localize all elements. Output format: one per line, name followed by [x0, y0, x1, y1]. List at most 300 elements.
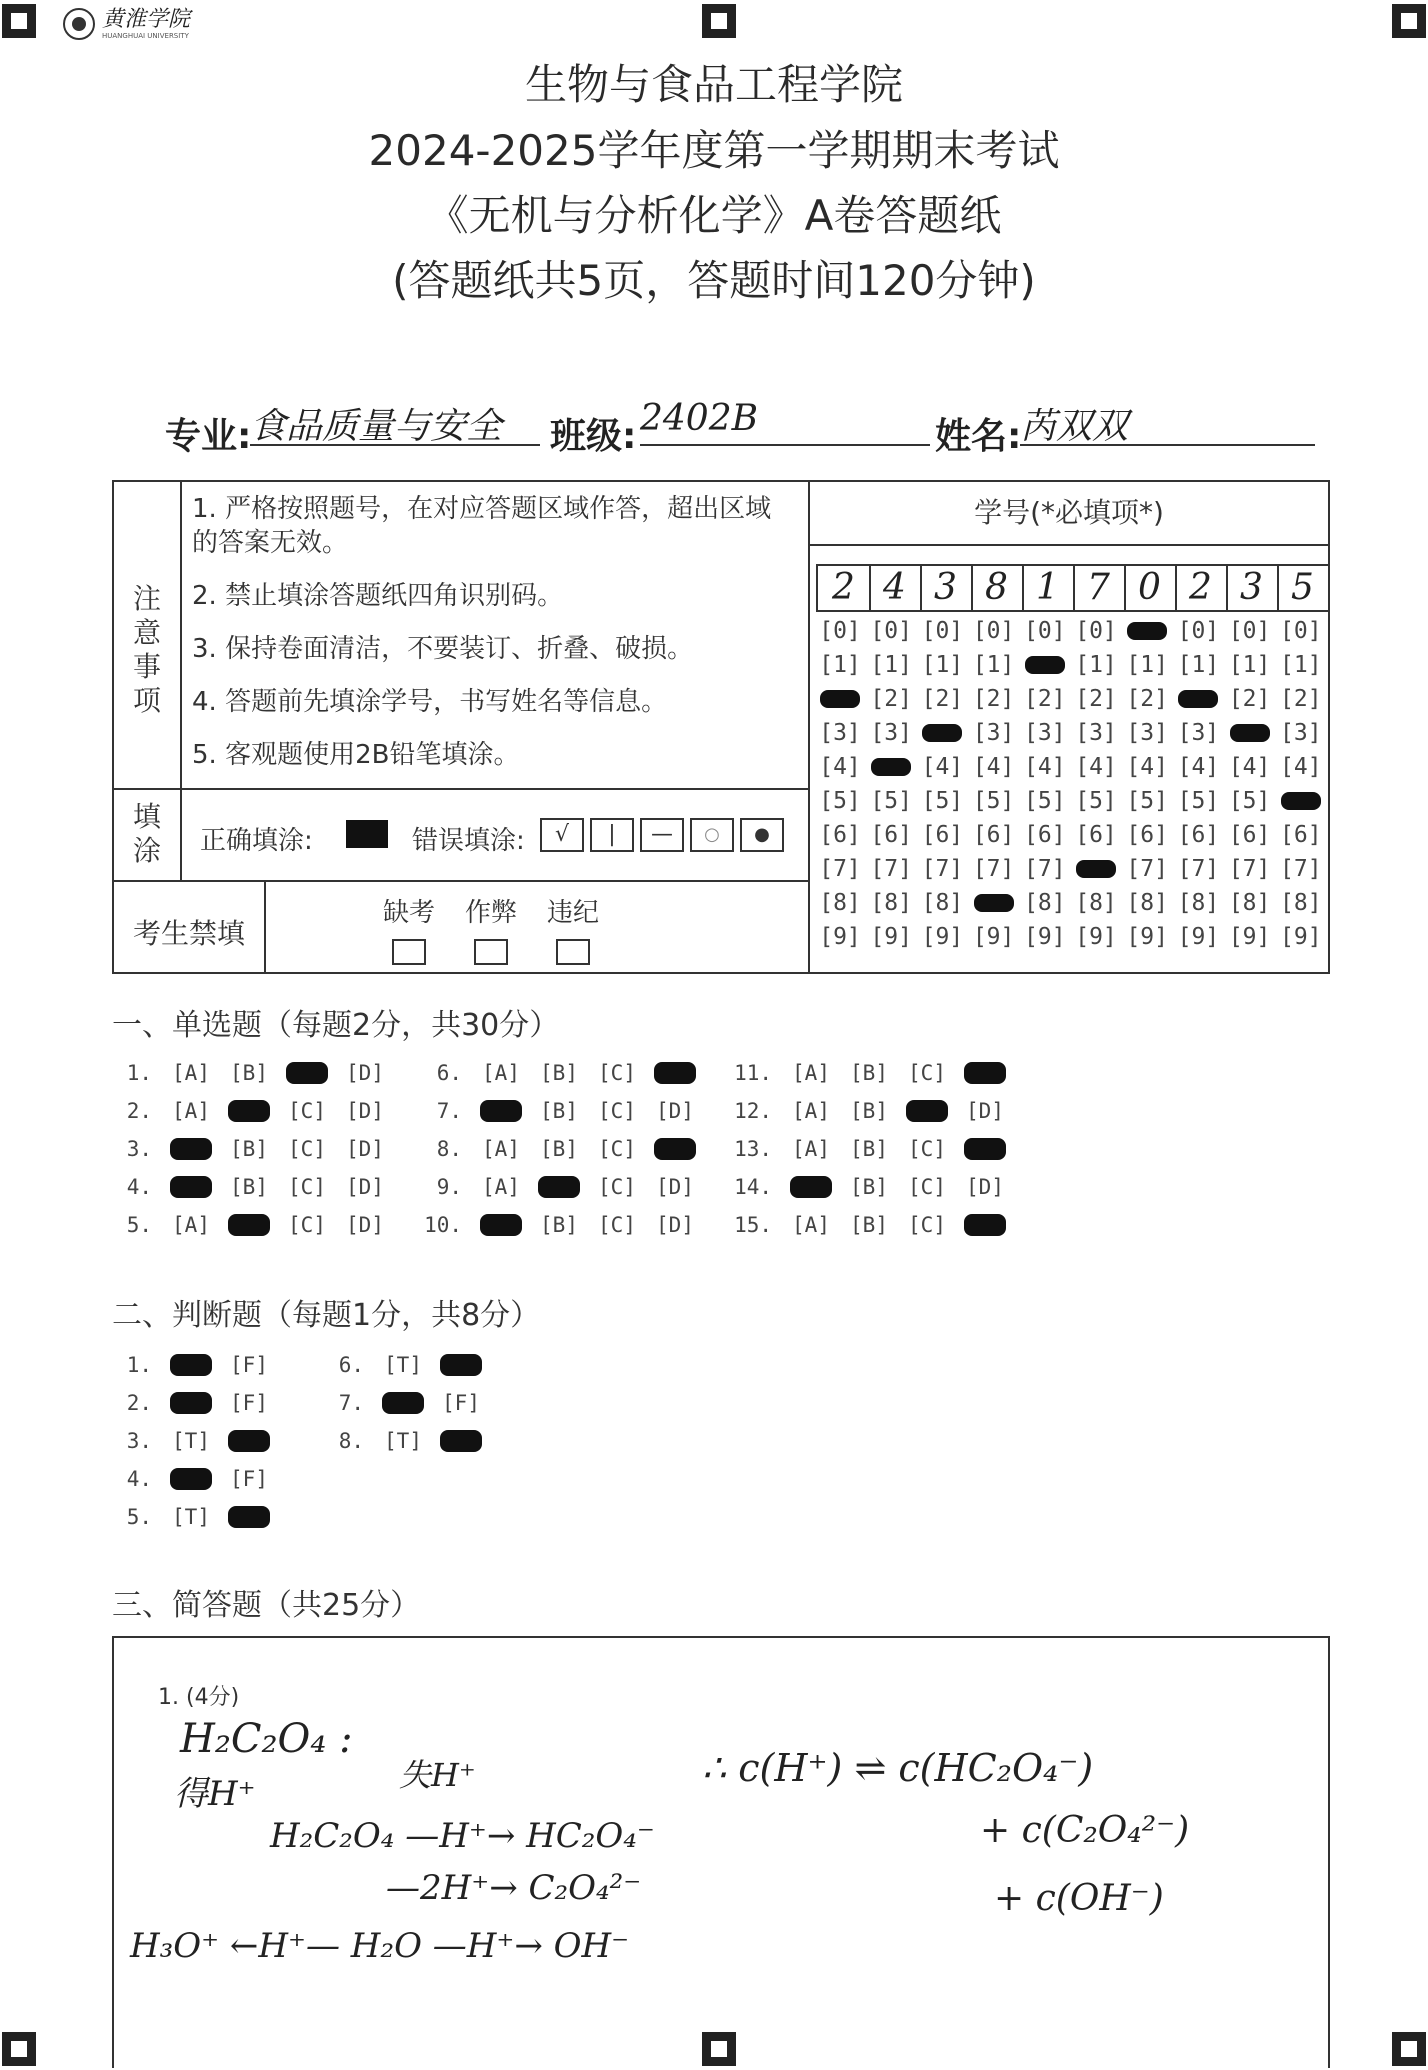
id-bubble[interactable]: [0] — [1228, 618, 1271, 644]
single-choice-question — [112, 1210, 398, 1240]
id-bubble[interactable]: [0] — [1075, 618, 1117, 644]
answer-option[interactable]: [T] — [172, 1505, 210, 1529]
id-bubble[interactable]: [3] — [870, 720, 912, 746]
answer-line-4: H₂C₂O₄ —H⁺→ HC₂O₄⁻ — [270, 1816, 655, 1856]
answer-option[interactable]: [T] — [384, 1429, 422, 1453]
id-bubble[interactable]: [9] — [819, 924, 861, 950]
id-bubble[interactable] — [816, 686, 864, 712]
id-bubble[interactable]: [6] — [1280, 822, 1322, 848]
id-bubble[interactable]: [5] — [1075, 788, 1117, 814]
single-choice-question — [422, 1058, 708, 1088]
single-choice-title: 一、单选题（每题2分，共30分） — [112, 1008, 560, 1043]
cheating-checkbox[interactable] — [474, 939, 508, 965]
student-id-digit-4[interactable]: 8 — [971, 566, 1024, 610]
id-bubble[interactable]: [8] — [819, 890, 861, 916]
id-bubble[interactable]: [8] — [1177, 890, 1220, 916]
answer-option[interactable] — [166, 1134, 216, 1164]
id-bubble[interactable]: [1] — [972, 652, 1015, 678]
id-bubble[interactable] — [1072, 856, 1120, 882]
id-bubble[interactable]: [4] — [819, 754, 861, 780]
answer-option[interactable] — [960, 1058, 1010, 1088]
question-number: 2. — [126, 1391, 152, 1415]
id-bubble[interactable]: [1] — [1075, 652, 1117, 678]
id-bubble[interactable]: [9] — [1280, 924, 1322, 950]
id-bubble[interactable]: [8] — [1075, 890, 1117, 916]
true-false-area — [112, 1350, 612, 1540]
answer-option[interactable]: [D] — [346, 1061, 384, 1085]
cheating-flag — [456, 892, 526, 972]
question-number: 2. — [126, 1099, 152, 1123]
answer-option[interactable]: [F] — [442, 1391, 480, 1415]
question-number: 4. — [126, 1175, 152, 1199]
id-bubble[interactable] — [918, 720, 966, 746]
answer-option[interactable] — [476, 1210, 526, 1240]
id-bubble[interactable]: [6] — [972, 822, 1015, 848]
answer-line-6: H₃O⁺ ←H⁺— H₂O —H⁺→ OH⁻ — [130, 1926, 630, 1966]
answer-option[interactable] — [650, 1134, 700, 1164]
id-bubble[interactable]: [2] — [1280, 686, 1322, 712]
student-id-digit-8[interactable]: 2 — [1175, 566, 1228, 610]
wrong-mark-circle: ○ — [690, 818, 734, 852]
id-bubble[interactable]: [9] — [1024, 924, 1066, 950]
student-id-digit-2[interactable]: 4 — [869, 566, 922, 610]
single-choice-question — [732, 1172, 1018, 1202]
id-bubble[interactable]: [3] — [1280, 720, 1322, 746]
id-bubble[interactable]: [7] — [1024, 856, 1066, 882]
single-choice-question — [112, 1096, 398, 1126]
corner-mark-bottom-right — [1392, 2032, 1426, 2066]
exam-flags-label: 考生禁填 — [132, 917, 245, 950]
name-label: 姓名: — [935, 416, 1022, 457]
id-bubble[interactable]: [4] — [1228, 754, 1271, 780]
answer-option[interactable]: [B] — [850, 1175, 888, 1199]
id-bubble[interactable]: [7] — [921, 856, 964, 882]
id-bubble[interactable]: [9] — [921, 924, 964, 950]
violation-checkbox[interactable] — [556, 939, 590, 965]
answer-option[interactable] — [378, 1388, 428, 1418]
notice-item-3: 3. 保持卷面清洁，不要装订、折叠、破损。 — [192, 634, 694, 664]
id-bubble[interactable]: [0] — [921, 618, 964, 644]
id-bubble[interactable]: [5] — [972, 788, 1015, 814]
student-id-digit-9[interactable]: 3 — [1226, 566, 1279, 610]
exam-flags-side — [114, 882, 266, 972]
id-bubble[interactable]: [1] — [1280, 652, 1322, 678]
absent-flag — [374, 892, 444, 972]
id-bubble[interactable]: [5] — [819, 788, 861, 814]
student-id-title: 学号(*必填项*) — [810, 482, 1328, 546]
id-bubble[interactable]: [3] — [1177, 720, 1220, 746]
notice-side — [114, 482, 182, 790]
notice-item-4: 4. 答题前先填涂学号，书写姓名等信息。 — [192, 687, 668, 717]
instruction-table — [112, 480, 1330, 974]
question-number: 8. — [436, 1137, 462, 1161]
id-bubble[interactable]: [2] — [972, 686, 1015, 712]
answer-option[interactable]: [B] — [230, 1061, 268, 1085]
id-bubble[interactable]: [6] — [1126, 822, 1168, 848]
fill-wrong-label: 错误填涂: — [412, 826, 525, 856]
question-number: 14. — [734, 1175, 772, 1199]
id-bubble[interactable]: [4] — [1024, 754, 1066, 780]
answer-option[interactable]: [T] — [384, 1353, 422, 1377]
answer-option[interactable]: [B] — [230, 1137, 268, 1161]
student-id-digit-1[interactable]: 2 — [818, 566, 871, 610]
id-bubble[interactable]: [3] — [819, 720, 861, 746]
violation-label: 违纪 — [546, 898, 599, 928]
cheating-label: 作弊 — [464, 898, 517, 928]
id-bubble[interactable]: [2] — [1228, 686, 1271, 712]
id-bubble[interactable]: [8] — [1126, 890, 1168, 916]
id-bubble[interactable] — [1123, 618, 1171, 644]
major-label: 专业: — [165, 416, 252, 457]
fill-side-label: 填涂 — [132, 800, 161, 867]
id-bubble[interactable]: [6] — [819, 822, 861, 848]
answer-option[interactable]: [C] — [908, 1213, 946, 1237]
answer-option[interactable]: [D] — [346, 1137, 384, 1161]
q1-label: 1. (4分) — [158, 1685, 240, 1710]
answer-right-2: + c(C₂O₄²⁻) — [980, 1810, 1190, 1851]
logo-emblem-icon — [62, 7, 96, 41]
answer-option[interactable] — [166, 1350, 216, 1380]
fill-side — [114, 790, 182, 882]
single-choice-question — [422, 1134, 708, 1164]
id-bubble[interactable] — [1021, 652, 1069, 678]
id-bubble[interactable] — [1174, 686, 1222, 712]
corner-mark-top-left — [2, 4, 36, 38]
major-field[interactable]: 食品质量与安全 — [250, 398, 540, 446]
question-number: 10. — [424, 1213, 462, 1237]
id-bubble[interactable]: [6] — [921, 822, 964, 848]
header-line-1: 生物与食品工程学院 — [524, 60, 903, 109]
question-number: 7. — [338, 1391, 364, 1415]
answer-option[interactable]: [C] — [598, 1213, 636, 1237]
id-bubble[interactable]: [2] — [870, 686, 912, 712]
question-number: 7. — [436, 1099, 462, 1123]
header-line-2: 2024-2025学年度第一学期期末考试 — [368, 126, 1060, 175]
question-number: 8. — [338, 1429, 364, 1453]
answer-option[interactable] — [166, 1388, 216, 1418]
short-answer-box[interactable] — [112, 1636, 1330, 2068]
id-bubble[interactable]: [6] — [870, 822, 912, 848]
notice-item-1: 1. 严格按照题号，在对应答题区域作答，超出区域的答案无效。 — [192, 494, 772, 558]
school-logo — [62, 4, 190, 44]
id-bubble[interactable]: [6] — [1228, 822, 1271, 848]
notice-item-2: 2. 禁止填涂答题纸四角识别码。 — [192, 581, 564, 611]
id-bubble[interactable] — [970, 890, 1018, 916]
answer-option[interactable]: [A] — [792, 1061, 830, 1085]
id-bubble[interactable]: [3] — [1024, 720, 1066, 746]
answer-option[interactable]: [B] — [850, 1213, 888, 1237]
single-choice-area — [112, 1058, 1072, 1248]
id-bubble[interactable]: [9] — [1075, 924, 1117, 950]
true-false-question — [324, 1426, 494, 1456]
id-bubble[interactable]: [2] — [921, 686, 964, 712]
single-choice-question — [732, 1058, 1018, 1088]
answer-line-1: H₂C₂O₄ : — [180, 1716, 353, 1762]
id-bubble[interactable]: [4] — [1075, 754, 1117, 780]
answer-option[interactable]: [A] — [792, 1099, 830, 1123]
wrong-mark-dot: ● — [740, 818, 784, 852]
id-bubble[interactable]: [0] — [1280, 618, 1322, 644]
answer-option[interactable] — [224, 1502, 274, 1532]
answer-option[interactable]: [C] — [598, 1061, 636, 1085]
answer-option[interactable]: [A] — [792, 1137, 830, 1161]
id-bubble[interactable]: [9] — [1126, 924, 1168, 950]
student-id-digit-7[interactable]: 0 — [1124, 566, 1177, 610]
answer-option[interactable] — [786, 1172, 836, 1202]
fill-correct-sample — [346, 820, 388, 848]
fill-wrong-samples — [540, 818, 784, 852]
question-number: 15. — [734, 1213, 772, 1237]
id-bubble[interactable]: [6] — [1075, 822, 1117, 848]
violation-flag — [538, 892, 608, 972]
id-bubble[interactable]: [0] — [870, 618, 912, 644]
answer-option[interactable]: [B] — [540, 1099, 578, 1123]
id-bubble[interactable]: [7] — [972, 856, 1015, 882]
absent-checkbox[interactable] — [392, 939, 426, 965]
answer-right-1: ∴ c(H⁺) ⇌ c(HC₂O₄⁻) — [702, 1746, 1094, 1790]
question-number: 6. — [338, 1353, 364, 1377]
answer-option[interactable] — [166, 1172, 216, 1202]
true-false-question — [112, 1426, 282, 1456]
answer-option[interactable]: [D] — [966, 1099, 1004, 1123]
id-bubble[interactable] — [1226, 720, 1274, 746]
true-false-question — [112, 1464, 282, 1494]
id-bubble[interactable]: [5] — [921, 788, 964, 814]
id-bubble[interactable]: [7] — [870, 856, 912, 882]
id-bubble[interactable]: [0] — [819, 618, 861, 644]
id-bubble[interactable]: [6] — [1024, 822, 1066, 848]
wrong-mark-line: | — [590, 818, 634, 852]
answer-option[interactable]: [D] — [966, 1175, 1004, 1199]
name-field[interactable]: 芮双双 — [1020, 398, 1315, 446]
id-bubble[interactable]: [5] — [870, 788, 912, 814]
answer-option[interactable]: [A] — [482, 1175, 520, 1199]
wrong-mark-check: √ — [540, 818, 584, 852]
answer-option[interactable]: [C] — [908, 1137, 946, 1161]
question-number: 4. — [126, 1467, 152, 1491]
student-id-digits — [816, 564, 1328, 612]
answer-option[interactable]: [A] — [172, 1099, 210, 1123]
id-bubble[interactable]: [0] — [1024, 618, 1066, 644]
true-false-question — [112, 1350, 282, 1380]
single-choice-question — [422, 1096, 708, 1126]
id-bubble[interactable]: [4] — [1280, 754, 1322, 780]
answer-option[interactable]: [A] — [172, 1061, 210, 1085]
question-number: 11. — [734, 1061, 772, 1085]
answer-option[interactable]: [C] — [908, 1061, 946, 1085]
answer-option[interactable]: [C] — [288, 1175, 326, 1199]
id-bubble[interactable] — [867, 754, 915, 780]
id-bubble[interactable]: [6] — [1177, 822, 1220, 848]
answer-option[interactable] — [960, 1134, 1010, 1164]
id-bubble[interactable]: [8] — [921, 890, 964, 916]
id-bubble[interactable]: [1] — [1177, 652, 1220, 678]
logo-text: 黄淮学院 — [102, 7, 191, 32]
id-bubble[interactable]: [4] — [1177, 754, 1220, 780]
true-false-question — [324, 1350, 494, 1380]
answer-option[interactable]: [C] — [288, 1137, 326, 1161]
notice-item-5: 5. 客观题使用2B铅笔填涂。 — [192, 740, 520, 770]
single-choice-question — [732, 1134, 1018, 1164]
fill-correct-label: 正确填涂: — [200, 826, 313, 856]
id-bubble[interactable]: [8] — [870, 890, 912, 916]
answer-option[interactable]: [D] — [656, 1099, 694, 1123]
answer-option[interactable] — [436, 1350, 486, 1380]
answer-option[interactable]: [B] — [850, 1099, 888, 1123]
id-bubble[interactable]: [5] — [1024, 788, 1066, 814]
answer-option[interactable]: [C] — [908, 1175, 946, 1199]
id-bubble[interactable]: [9] — [870, 924, 912, 950]
id-bubble[interactable]: [1] — [1228, 652, 1271, 678]
single-choice-question — [422, 1210, 708, 1240]
answer-option[interactable] — [902, 1096, 952, 1126]
id-bubble[interactable]: [8] — [1024, 890, 1066, 916]
id-bubble[interactable]: [4] — [972, 754, 1015, 780]
fill-examples — [180, 790, 808, 882]
notice-side-label: 注意事项 — [132, 582, 161, 717]
answer-option[interactable]: [A] — [792, 1213, 830, 1237]
question-number: 1. — [126, 1353, 152, 1377]
id-bubble[interactable]: [9] — [972, 924, 1015, 950]
id-bubble[interactable]: [5] — [1177, 788, 1220, 814]
student-id-bubble-grid — [816, 618, 1328, 958]
answer-option[interactable]: [A] — [482, 1137, 520, 1161]
answer-line-2: 得H⁺ — [174, 1774, 256, 1814]
class-field[interactable]: 2402B — [640, 398, 930, 446]
answer-option[interactable] — [282, 1058, 332, 1088]
corner-mark-top-right — [1392, 4, 1426, 38]
id-bubble[interactable]: [0] — [972, 618, 1015, 644]
single-choice-question — [732, 1096, 1018, 1126]
single-choice-question — [732, 1210, 1018, 1240]
answer-option[interactable]: [C] — [598, 1175, 636, 1199]
answer-option[interactable]: [C] — [598, 1137, 636, 1161]
answer-option[interactable]: [B] — [230, 1175, 268, 1199]
absent-label: 缺考 — [382, 898, 435, 928]
id-bubble[interactable]: [1] — [921, 652, 964, 678]
answer-right-3: + c(OH⁻) — [994, 1878, 1164, 1919]
answer-option[interactable]: [F] — [230, 1353, 268, 1377]
id-bubble[interactable]: [3] — [1075, 720, 1117, 746]
single-choice-question — [112, 1058, 398, 1088]
answer-option[interactable]: [F] — [230, 1391, 268, 1415]
single-choice-question — [422, 1172, 708, 1202]
answer-option[interactable]: [C] — [288, 1099, 326, 1123]
question-number: 12. — [734, 1099, 772, 1123]
id-bubble[interactable]: [7] — [1126, 856, 1168, 882]
answer-option[interactable] — [166, 1464, 216, 1494]
true-false-question — [324, 1388, 494, 1418]
student-id-digit-3[interactable]: 3 — [920, 566, 973, 610]
id-bubble[interactable]: [8] — [1228, 890, 1271, 916]
notice-list — [180, 482, 808, 790]
id-bubble[interactable]: [4] — [921, 754, 964, 780]
answer-option[interactable]: [D] — [656, 1213, 694, 1237]
id-bubble[interactable]: [5] — [1228, 788, 1271, 814]
logo-subtext: HUANGHUAI UNIVERSITY — [102, 32, 189, 40]
answer-option[interactable]: [D] — [346, 1213, 384, 1237]
id-bubble[interactable]: [1] — [870, 652, 912, 678]
corner-mark-bottom-left — [2, 2032, 36, 2066]
answer-option[interactable]: [B] — [850, 1137, 888, 1161]
question-number: 5. — [126, 1505, 152, 1529]
answer-option[interactable]: [D] — [346, 1099, 384, 1123]
answer-option[interactable] — [224, 1096, 274, 1126]
answer-option[interactable] — [224, 1210, 274, 1240]
short-answer-title: 三、简答题（共25分） — [112, 1588, 421, 1623]
question-number: 1. — [126, 1061, 152, 1085]
id-bubble[interactable]: [7] — [819, 856, 861, 882]
answer-option[interactable]: [C] — [598, 1099, 636, 1123]
answer-option[interactable]: [B] — [850, 1061, 888, 1085]
student-id-digit-6[interactable]: 7 — [1073, 566, 1126, 610]
single-choice-question — [112, 1172, 398, 1202]
answer-line-5: —2H⁺→ C₂O₄²⁻ — [386, 1868, 642, 1908]
answer-option[interactable]: [C] — [288, 1213, 326, 1237]
answer-line-3: 失H⁺ — [399, 1756, 476, 1794]
header-line-4: (答题纸共5页，答题时间120分钟) — [392, 256, 1036, 305]
answer-option[interactable]: [T] — [172, 1429, 210, 1453]
question-number: 3. — [126, 1429, 152, 1453]
id-bubble[interactable]: [0] — [1177, 618, 1220, 644]
true-false-question — [112, 1388, 282, 1418]
answer-option[interactable]: [A] — [482, 1061, 520, 1085]
id-bubble[interactable]: [9] — [1177, 924, 1220, 950]
question-number: 5. — [126, 1213, 152, 1237]
id-bubble[interactable]: [2] — [1126, 686, 1168, 712]
answer-option[interactable]: [A] — [172, 1213, 210, 1237]
student-id-digit-5[interactable]: 1 — [1022, 566, 1075, 610]
id-bubble[interactable]: [1] — [819, 652, 861, 678]
id-bubble[interactable]: [2] — [1075, 686, 1117, 712]
answer-option[interactable] — [436, 1426, 486, 1456]
id-bubble[interactable] — [1277, 788, 1325, 814]
answer-option[interactable] — [476, 1096, 526, 1126]
id-bubble[interactable]: [3] — [972, 720, 1015, 746]
question-number: 9. — [436, 1175, 462, 1199]
header-line-3: 《无机与分析化学》A卷答题纸 — [426, 191, 1002, 240]
answer-option[interactable]: [F] — [230, 1467, 268, 1491]
id-bubble[interactable]: [9] — [1228, 924, 1271, 950]
wrong-mark-dash: — — [640, 818, 684, 852]
answer-option[interactable] — [650, 1058, 700, 1088]
student-id-digit-10[interactable]: 5 — [1277, 566, 1330, 610]
answer-option[interactable]: [D] — [346, 1175, 384, 1199]
id-bubble[interactable]: [7] — [1228, 856, 1271, 882]
id-bubble[interactable]: [3] — [1126, 720, 1168, 746]
answer-option[interactable]: [B] — [540, 1213, 578, 1237]
question-number: 13. — [734, 1137, 772, 1161]
true-false-question — [112, 1502, 282, 1532]
id-bubble[interactable]: [8] — [1280, 890, 1322, 916]
id-bubble[interactable]: [2] — [1024, 686, 1066, 712]
id-bubble[interactable]: [5] — [1126, 788, 1168, 814]
answer-option[interactable] — [534, 1172, 584, 1202]
answer-option[interactable]: [D] — [656, 1175, 694, 1199]
answer-option[interactable] — [224, 1426, 274, 1456]
id-bubble[interactable]: [7] — [1280, 856, 1322, 882]
question-number: 6. — [436, 1061, 462, 1085]
answer-option[interactable]: [B] — [540, 1061, 578, 1085]
id-bubble[interactable]: [7] — [1177, 856, 1220, 882]
id-bubble[interactable]: [1] — [1126, 652, 1168, 678]
corner-mark-top-center — [702, 4, 736, 38]
class-label: 班级: — [550, 416, 637, 457]
answer-option[interactable] — [960, 1210, 1010, 1240]
true-false-title: 二、判断题（每题1分，共8分） — [112, 1298, 541, 1333]
answer-option[interactable]: [B] — [540, 1137, 578, 1161]
id-bubble[interactable]: [4] — [1126, 754, 1168, 780]
